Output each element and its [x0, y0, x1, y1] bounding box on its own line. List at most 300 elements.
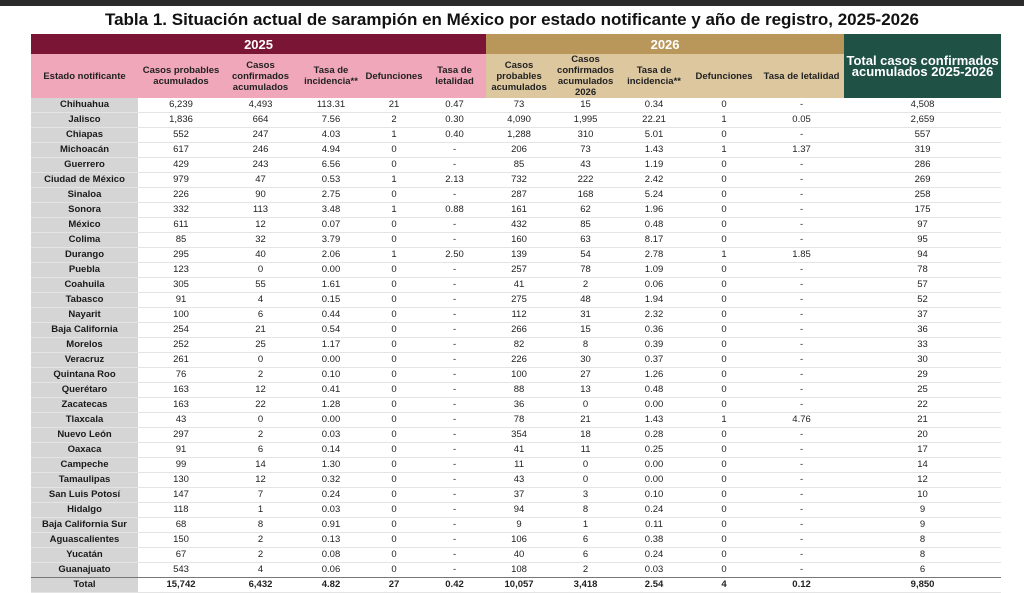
- table-cell: 1: [721, 249, 727, 260]
- table-cell: 1.09: [644, 264, 664, 275]
- table-cell: 261: [173, 354, 189, 365]
- table-cell: 0: [721, 519, 727, 530]
- table-row: [31, 188, 1001, 203]
- table-cell: -: [799, 399, 804, 410]
- table-cell: 106: [511, 534, 527, 545]
- table-cell: 0: [721, 429, 727, 440]
- table-cell: 73: [513, 99, 525, 110]
- table-cell: 2: [582, 279, 589, 290]
- table-row: [31, 323, 1001, 338]
- table-cell: 4,508: [910, 99, 935, 110]
- table-cell: 100: [173, 309, 189, 320]
- table-cell: -: [452, 294, 457, 305]
- table-cell: 40: [255, 249, 266, 260]
- table-cell: 57: [917, 279, 928, 290]
- table-cell: 6: [582, 549, 589, 560]
- table-cell: 37: [917, 309, 928, 320]
- table-cell: 8: [582, 504, 589, 515]
- table-cell: -: [799, 279, 804, 290]
- table-cell: 0: [721, 564, 727, 575]
- table-cell: 0: [257, 414, 264, 425]
- table-cell: 150: [173, 534, 189, 545]
- table-cell: 27: [580, 369, 591, 380]
- table-cell: 113: [252, 204, 269, 215]
- table-cell: 0: [721, 129, 727, 140]
- table-cell: 14: [255, 459, 266, 470]
- table-cell: 0.00: [321, 414, 341, 425]
- table-cell: 0: [721, 309, 727, 320]
- table-cell: 0.05: [792, 114, 811, 125]
- table-cell: 432: [511, 219, 527, 230]
- table-cell: -: [452, 459, 457, 470]
- table-cell: 0.14: [321, 444, 341, 455]
- table-cell: 31: [580, 309, 591, 320]
- table-cell: 2.75: [321, 189, 341, 200]
- table-title: Tabla 1. Situación actual de sarampión en México por estado notificante y año de registro, 2025-2026: [104, 10, 920, 29]
- table-row: [31, 383, 1001, 398]
- table-cell: 206: [511, 144, 527, 155]
- table-cell: 0: [582, 399, 589, 410]
- table-cell: 20: [917, 429, 928, 440]
- table-cell: 0.08: [321, 549, 341, 560]
- state-name: Sonora: [31, 203, 138, 218]
- table-cell: 0.32: [321, 474, 341, 485]
- table-cell: 29: [917, 369, 928, 380]
- state-name: Jalisco: [31, 113, 138, 128]
- state-name: Morelos: [31, 338, 138, 353]
- table-cell: 287: [511, 189, 527, 200]
- table-row: [31, 308, 1001, 323]
- table-cell: 113.31: [316, 99, 346, 110]
- table-cell: 0.34: [644, 99, 664, 110]
- table-cell: 17: [917, 444, 928, 455]
- table-cell: 6: [582, 534, 589, 545]
- table-cell: 0: [391, 279, 397, 290]
- column-header-2025: Tasa de incidencia**: [297, 54, 365, 98]
- column-header-2026: Tasa de incidencia**: [619, 54, 689, 98]
- table-cell: 0: [721, 384, 727, 395]
- table-cell: 1: [721, 114, 727, 125]
- table-cell: 2.50: [445, 249, 464, 260]
- table-row: [31, 203, 1001, 218]
- table-cell: 78: [917, 264, 928, 275]
- state-name: Chiapas: [31, 128, 138, 143]
- table-cell: 0: [721, 354, 727, 365]
- state-name: Nayarit: [31, 308, 138, 323]
- table-cell: 6.56: [321, 159, 341, 170]
- table-cell: 0: [721, 219, 727, 230]
- table-body: [31, 98, 1001, 593]
- table-cell: 9,850: [844, 578, 1001, 593]
- table-cell: 55: [255, 279, 266, 290]
- table-cell: -: [799, 489, 804, 500]
- table-cell: 252: [173, 339, 189, 350]
- table-cell: 0.07: [321, 219, 341, 230]
- table-cell: 0: [721, 99, 727, 110]
- year-2026-header: 2026: [486, 34, 844, 54]
- table-cell: 552: [173, 129, 189, 140]
- table-cell: 0.36: [644, 324, 664, 335]
- table-cell: -: [799, 339, 804, 350]
- table-cell: 4,090: [507, 114, 531, 125]
- state-name: Durango: [31, 248, 138, 263]
- state-name: Zacatecas: [31, 398, 138, 413]
- table-cell: 91: [175, 294, 187, 305]
- table-cell: 48: [580, 294, 591, 305]
- table-cell: 10: [917, 489, 928, 500]
- state-name: Chihuahua: [31, 98, 138, 113]
- table-cell: -: [799, 474, 804, 485]
- table-cell: 246: [252, 144, 269, 155]
- table-cell: 1.26: [644, 369, 664, 380]
- table-cell: 247: [252, 129, 269, 140]
- table-cell: 8: [257, 519, 264, 530]
- table-cell: -: [799, 294, 804, 305]
- table-cell: 30: [580, 354, 591, 365]
- state-name: Yucatán: [31, 548, 138, 563]
- table-cell: 222: [577, 174, 594, 185]
- table-row: [31, 428, 1001, 443]
- total-row: [31, 578, 1001, 593]
- table-cell: -: [452, 219, 457, 230]
- table-cell: 319: [914, 144, 931, 155]
- table-cell: 354: [511, 429, 527, 440]
- table-cell: 0.30: [445, 114, 464, 125]
- table-cell: 6,239: [169, 99, 193, 110]
- table-cell: 557: [914, 129, 931, 140]
- table-cell: 108: [511, 564, 527, 575]
- table-cell: 0.00: [321, 264, 341, 275]
- table-cell: -: [452, 339, 457, 350]
- table-cell: 82: [513, 339, 525, 350]
- state-name: Baja California: [31, 323, 138, 338]
- total-label: Total: [31, 578, 138, 593]
- total-column-header: Total casos confirmados acumulados 2025-2026: [844, 34, 1001, 98]
- table-cell: 27: [365, 578, 423, 593]
- state-name: México: [31, 218, 138, 233]
- table-cell: 0: [391, 234, 397, 245]
- table-cell: 12: [255, 219, 266, 230]
- table-cell: -: [799, 234, 804, 245]
- table-cell: 5.24: [644, 189, 664, 200]
- table-cell: -: [799, 504, 804, 515]
- table-cell: 1: [721, 414, 727, 425]
- table-cell: 332: [173, 204, 189, 215]
- table-cell: 3.48: [321, 204, 341, 215]
- table-cell: 47: [255, 174, 266, 185]
- table-cell: -: [452, 234, 457, 245]
- table-cell: 0.24: [321, 489, 341, 500]
- table-cell: 0: [721, 504, 727, 515]
- table-cell: 0: [391, 369, 397, 380]
- table-cell: 0.44: [321, 309, 341, 320]
- table-cell: 0.39: [644, 339, 664, 350]
- table-cell: -: [452, 519, 457, 530]
- table-cell: -: [452, 159, 457, 170]
- table-cell: 1,288: [507, 129, 531, 140]
- table-cell: 1.28: [321, 399, 341, 410]
- table-cell: 37: [513, 489, 525, 500]
- table-cell: -: [452, 309, 457, 320]
- table-cell: 0: [391, 504, 397, 515]
- year-header-row: [31, 34, 1001, 54]
- column-header-2025: Defunciones: [365, 54, 423, 98]
- table-cell: 0.88: [445, 204, 464, 215]
- table-cell: 0: [391, 324, 397, 335]
- table-cell: 0.00: [644, 459, 664, 470]
- table-cell: 2.42: [644, 174, 664, 185]
- table-cell: 0.25: [644, 444, 664, 455]
- table-cell: 85: [175, 234, 187, 245]
- state-name: Hidalgo: [31, 503, 138, 518]
- table-cell: 5.01: [644, 129, 664, 140]
- table-cell: 1,995: [573, 114, 598, 125]
- table-cell: -: [452, 534, 457, 545]
- table-cell: 99: [175, 459, 187, 470]
- table-cell: 1: [391, 249, 397, 260]
- table-cell: 2: [391, 114, 397, 125]
- table-cell: 12: [255, 384, 266, 395]
- table-cell: -: [799, 99, 804, 110]
- table-cell: 0: [391, 534, 397, 545]
- table-cell: 163: [173, 384, 189, 395]
- table-cell: 8: [919, 549, 926, 560]
- column-header-2026: Tasa de letalidad: [759, 54, 844, 98]
- table-cell: 3,418: [552, 578, 619, 593]
- table-cell: 8: [582, 339, 589, 350]
- table-cell: 0: [721, 189, 727, 200]
- table-cell: 0: [721, 549, 727, 560]
- table-cell: 0: [391, 339, 397, 350]
- table-row: [31, 458, 1001, 473]
- table-cell: 76: [175, 369, 187, 380]
- table-cell: 1.96: [644, 204, 664, 215]
- table-cell: -: [452, 444, 457, 455]
- table-cell: 21: [580, 414, 591, 425]
- table-cell: 6: [919, 564, 926, 575]
- table-cell: 0: [721, 534, 727, 545]
- table-cell: 0: [391, 474, 397, 485]
- table-cell: 15: [580, 324, 591, 335]
- table-cell: 43: [175, 414, 187, 425]
- table-cell: 4.76: [792, 414, 811, 425]
- table-cell: -: [799, 159, 804, 170]
- table-cell: 0: [391, 564, 397, 575]
- table-row: [31, 398, 1001, 413]
- table-cell: 0.11: [645, 519, 663, 530]
- table-cell: 2,659: [910, 114, 935, 125]
- table-cell: 0: [721, 459, 727, 470]
- table-cell: 0.06: [321, 564, 341, 575]
- table-cell: 11: [514, 459, 524, 470]
- table-cell: -: [799, 429, 804, 440]
- table-cell: 226: [173, 189, 189, 200]
- table-cell: 0: [391, 159, 397, 170]
- table-cell: 0: [391, 459, 397, 470]
- table-cell: 0.42: [423, 578, 486, 593]
- state-name: Coahuila: [31, 278, 138, 293]
- table-cell: 130: [173, 474, 189, 485]
- table-cell: 1.19: [644, 159, 664, 170]
- table-cell: 0.37: [644, 354, 664, 365]
- table-cell: 160: [511, 234, 527, 245]
- table-cell: 32: [255, 234, 266, 245]
- table-cell: 36: [513, 399, 525, 410]
- state-name: Oaxaca: [31, 443, 138, 458]
- table-cell: 0.48: [644, 219, 664, 230]
- table-cell: 25: [255, 339, 266, 350]
- table-cell: -: [452, 369, 457, 380]
- table-cell: 8: [919, 534, 926, 545]
- table-cell: 7: [257, 489, 264, 500]
- table-cell: 6,432: [224, 578, 297, 593]
- table-cell: 15: [580, 99, 591, 110]
- table-cell: 0: [257, 264, 264, 275]
- table-cell: 22: [917, 399, 928, 410]
- table-cell: 78: [580, 264, 591, 275]
- table-cell: 297: [173, 429, 189, 440]
- table-cell: 12: [255, 474, 266, 485]
- table-cell: 1: [391, 174, 397, 185]
- table-cell: 7.56: [321, 114, 341, 125]
- state-name: Colima: [31, 233, 138, 248]
- table-cell: 0: [391, 519, 397, 530]
- table-cell: 4: [689, 578, 759, 593]
- table-cell: 0: [721, 339, 727, 350]
- table-cell: 18: [580, 429, 591, 440]
- table-row: [31, 533, 1001, 548]
- table-cell: 91: [175, 444, 187, 455]
- table-cell: 0.40: [445, 129, 464, 140]
- state-name: Aguascalientes: [31, 533, 138, 548]
- top-bar: [0, 0, 1024, 6]
- table-cell: -: [799, 174, 804, 185]
- table-cell: 0.24: [644, 504, 664, 515]
- table-row: [31, 158, 1001, 173]
- table-cell: -: [799, 204, 804, 215]
- table-cell: 41: [513, 444, 525, 455]
- table-row: [31, 473, 1001, 488]
- table-cell: -: [799, 549, 804, 560]
- table-cell: 0: [721, 204, 727, 215]
- table-cell: -: [799, 519, 804, 530]
- table-cell: 1: [582, 519, 589, 530]
- state-name: Baja California Sur: [31, 518, 138, 533]
- table-cell: 139: [511, 249, 527, 260]
- table-cell: 0: [391, 219, 397, 230]
- table-cell: -: [799, 384, 804, 395]
- table-cell: 30: [917, 354, 928, 365]
- table-cell: 732: [511, 174, 527, 185]
- table-cell: 168: [577, 189, 594, 200]
- state-name: Guanajuato: [31, 563, 138, 578]
- table-cell: 0: [391, 429, 397, 440]
- table-cell: 9: [919, 504, 926, 515]
- table-cell: 0: [391, 264, 397, 275]
- table-cell: -: [452, 489, 457, 500]
- table-cell: -: [452, 549, 457, 560]
- state-name: Guerrero: [31, 158, 138, 173]
- table-row: [31, 443, 1001, 458]
- table-cell: 6: [257, 309, 264, 320]
- column-header-2026: Casos probables acumulados: [486, 54, 552, 98]
- table-cell: -: [452, 264, 457, 275]
- table-cell: -: [799, 219, 804, 230]
- table-cell: -: [452, 279, 457, 290]
- table-cell: 1,836: [169, 114, 193, 125]
- table-cell: 0.38: [644, 534, 664, 545]
- table-cell: 21: [255, 324, 266, 335]
- table-cell: 1: [391, 204, 397, 215]
- table-cell: -: [452, 324, 457, 335]
- table-cell: 12: [917, 474, 928, 485]
- table-cell: 0.00: [644, 399, 664, 410]
- table-cell: 8.17: [644, 234, 664, 245]
- table-cell: -: [799, 324, 804, 335]
- table-row: [31, 338, 1001, 353]
- table-cell: 15,742: [138, 578, 224, 593]
- state-name: Veracruz: [31, 353, 138, 368]
- table-row: [31, 233, 1001, 248]
- table-cell: 0: [391, 444, 397, 455]
- table-cell: 112: [511, 309, 527, 320]
- table-cell: 611: [173, 219, 189, 230]
- column-header-2025: Casos probables acumulados: [138, 54, 224, 98]
- column-header-2025: Tasa de letalidad: [423, 54, 486, 98]
- table-cell: 94: [513, 504, 525, 515]
- table-cell: 0: [391, 384, 397, 395]
- table-cell: -: [452, 384, 457, 395]
- table-cell: 73: [580, 144, 591, 155]
- table-cell: 1.61: [321, 279, 341, 290]
- table-cell: 0.47: [445, 99, 464, 110]
- table-cell: 1: [721, 144, 727, 155]
- state-name: Tabasco: [31, 293, 138, 308]
- table-cell: 1.17: [321, 339, 341, 350]
- table-cell: 2: [257, 534, 264, 545]
- table-cell: -: [799, 369, 804, 380]
- table-cell: 40: [513, 549, 525, 560]
- measles-table: [31, 34, 1001, 593]
- table-cell: 6: [257, 444, 264, 455]
- state-column-header: Estado notificante: [31, 54, 138, 98]
- table-cell: 52: [917, 294, 928, 305]
- state-name: Michoacán: [31, 143, 138, 158]
- table-cell: 0: [721, 444, 727, 455]
- state-name: Puebla: [31, 263, 138, 278]
- table-cell: -: [799, 534, 804, 545]
- table-cell: 0: [721, 174, 727, 185]
- table-cell: 0: [721, 489, 727, 500]
- table-cell: 4: [257, 564, 264, 575]
- table-cell: 0: [391, 309, 397, 320]
- table-cell: 21: [917, 414, 928, 425]
- state-name: Querétaro: [31, 383, 138, 398]
- table-cell: 9: [516, 519, 522, 530]
- table-cell: 429: [173, 159, 189, 170]
- table-cell: 295: [173, 249, 189, 260]
- table-cell: 0.15: [321, 294, 341, 305]
- table-cell: 0: [391, 489, 397, 500]
- table-cell: 21: [388, 99, 400, 110]
- table-cell: 0: [257, 354, 264, 365]
- table-cell: 2: [257, 369, 264, 380]
- table-row: [31, 293, 1001, 308]
- table-cell: 0: [721, 474, 727, 485]
- table-cell: 305: [173, 279, 189, 290]
- table-cell: -: [452, 429, 457, 440]
- table-cell: 0: [721, 159, 727, 170]
